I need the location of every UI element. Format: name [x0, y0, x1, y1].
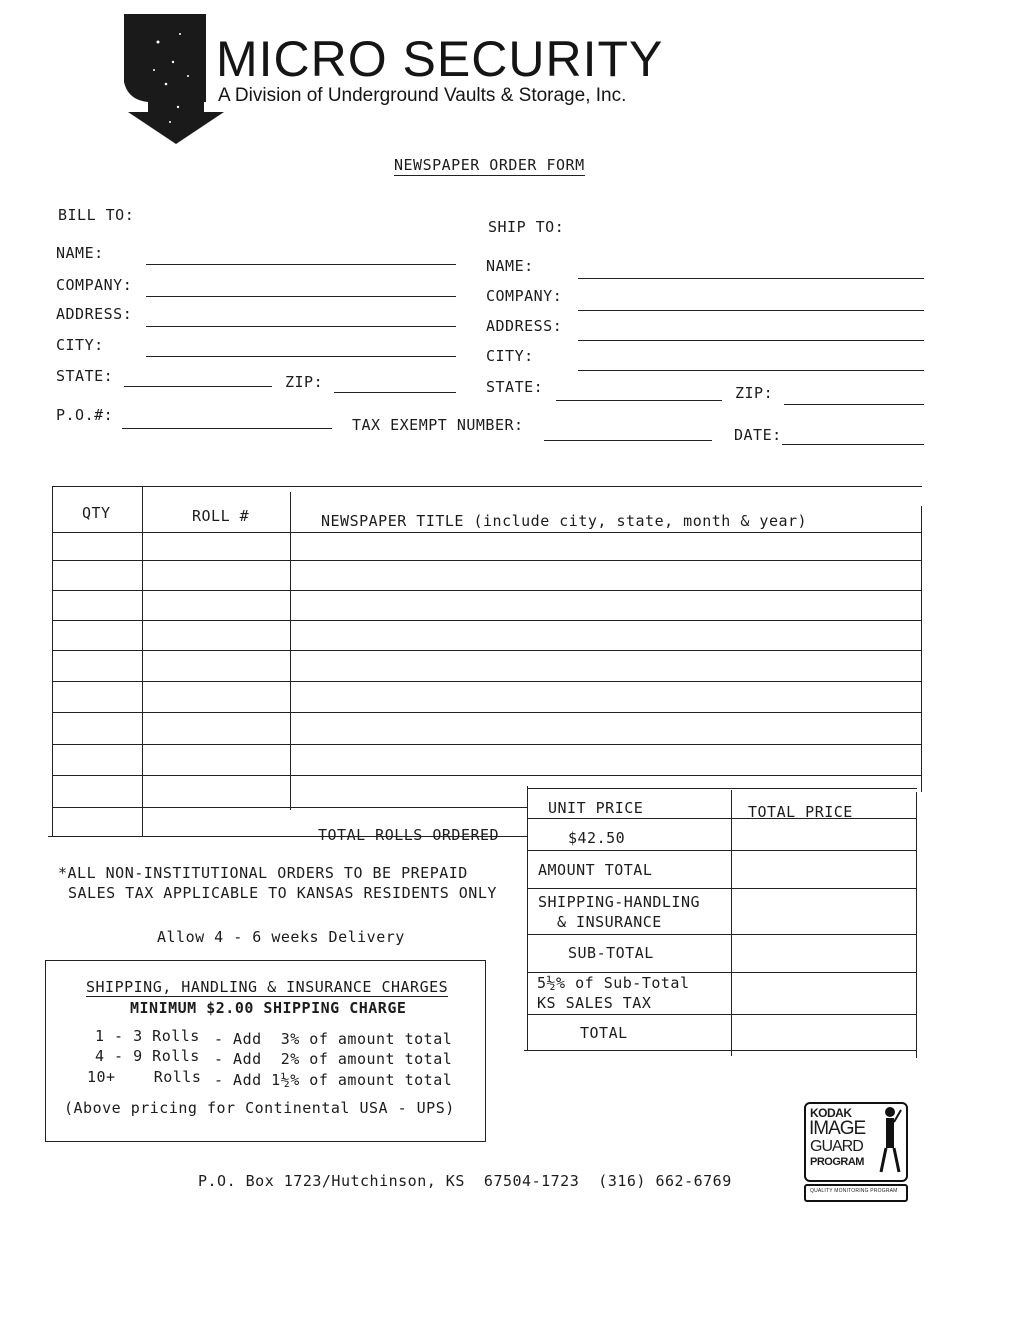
bill-name-label: NAME:: [56, 244, 104, 262]
bill-address-label: ADDRESS:: [56, 305, 133, 323]
tax-label-1: 5½% of Sub-Total: [537, 974, 690, 992]
col-header-roll: ROLL #: [192, 507, 250, 525]
kodak-text-4: PROGRAM: [810, 1156, 864, 1168]
tax-label-2: KS SALES TAX: [537, 994, 652, 1012]
company-name: MICRO SECURITY: [216, 31, 664, 87]
ship-zip-field[interactable]: [784, 404, 924, 405]
shipping-tier-qty-2: 4 - 9 Rolls: [95, 1047, 200, 1065]
kodak-image-guard-logo: [804, 1102, 908, 1202]
date-label: DATE:: [734, 426, 782, 444]
ship-address-label: ADDRESS:: [486, 317, 563, 335]
po-label: P.O.#:: [56, 406, 114, 424]
bill-city-field[interactable]: [146, 356, 456, 357]
bill-zip-label: ZIP:: [285, 373, 324, 391]
sub-total-label: SUB-TOTAL: [568, 944, 654, 962]
ship-state-field[interactable]: [556, 400, 722, 401]
shipping-minimum: MINIMUM $2.00 SHIPPING CHARGE: [130, 999, 407, 1017]
total-label: TOTAL: [580, 1024, 628, 1042]
col-header-title: NEWSPAPER TITLE (include city, state, month & year): [321, 512, 808, 530]
total-price-header: TOTAL PRICE: [748, 803, 853, 821]
shipping-tier-rate-3: - Add 1½% of amount total: [214, 1071, 453, 1089]
ship-name-field[interactable]: [578, 278, 924, 279]
kodak-text-2: IMAGE: [809, 1118, 866, 1139]
form-title: NEWSPAPER ORDER FORM: [394, 156, 585, 174]
ship-city-label: CITY:: [486, 347, 534, 365]
shipping-tier-qty-3: 10+ Rolls: [87, 1068, 202, 1086]
shipping-tier-rate-2: - Add 2% of amount total: [214, 1050, 453, 1068]
tax-exempt-field[interactable]: [544, 440, 712, 441]
bill-state-label: STATE:: [56, 367, 114, 385]
bill-name-field[interactable]: [146, 264, 456, 265]
shipping-tier-rate-1: - Add 3% of amount total: [214, 1030, 453, 1048]
shipping-label-1: SHIPPING-HANDLING: [538, 893, 701, 911]
bill-company-label: COMPANY:: [56, 276, 133, 294]
ship-company-field[interactable]: [578, 310, 924, 311]
bill-city-label: CITY:: [56, 336, 104, 354]
unit-price-header: UNIT PRICE: [548, 799, 644, 817]
note-prepaid: *ALL NON-INSTITUTIONAL ORDERS TO BE PREPAID: [58, 864, 468, 882]
bill-address-field[interactable]: [146, 326, 456, 327]
kodak-text-3: GUARD: [810, 1138, 863, 1155]
company-subtitle: A Division of Underground Vaults & Storage, Inc.: [218, 85, 627, 106]
ship-company-label: COMPANY:: [486, 287, 563, 305]
ship-to-heading: SHIP TO:: [488, 218, 565, 236]
ship-city-field[interactable]: [578, 370, 924, 371]
date-field[interactable]: [782, 444, 924, 445]
shipping-box-note: (Above pricing for Continental USA - UPS): [64, 1099, 455, 1117]
footer-address: P.O. Box 1723/Hutchinson, KS 67504-1723 (316) 662-6769: [198, 1172, 732, 1190]
shipping-label-2: & INSURANCE: [557, 913, 662, 931]
kodak-subtext: QUALITY MONITORING PROGRAM: [810, 1188, 898, 1194]
col-header-qty: QTY: [82, 504, 111, 522]
bill-zip-field[interactable]: [334, 392, 456, 393]
kodak-text-1: KODAK: [810, 1106, 852, 1120]
bill-state-field[interactable]: [124, 386, 272, 387]
guard-figure-icon: [878, 1106, 902, 1174]
bill-company-field[interactable]: [146, 296, 456, 297]
shipping-tier-qty-1: 1 - 3 Rolls: [95, 1027, 200, 1045]
ship-zip-label: ZIP:: [735, 384, 774, 402]
ship-state-label: STATE:: [486, 378, 544, 396]
shipping-box-title: SHIPPING, HANDLING & INSURANCE CHARGES: [86, 978, 449, 996]
ship-address-field[interactable]: [578, 340, 924, 341]
logo-mark-icon: [118, 12, 230, 147]
note-delivery: Allow 4 - 6 weeks Delivery: [157, 928, 405, 946]
note-sales-tax: SALES TAX APPLICABLE TO KANSAS RESIDENTS ONLY: [68, 884, 497, 902]
tax-exempt-label: TAX EXEMPT NUMBER:: [352, 416, 524, 434]
bill-to-heading: BILL TO:: [58, 206, 135, 224]
ship-name-label: NAME:: [486, 257, 534, 275]
unit-price-value: $42.50: [568, 829, 626, 847]
total-rolls-label: TOTAL ROLLS ORDERED: [318, 826, 500, 844]
amount-total-label: AMOUNT TOTAL: [538, 861, 653, 879]
po-field[interactable]: [122, 428, 332, 429]
